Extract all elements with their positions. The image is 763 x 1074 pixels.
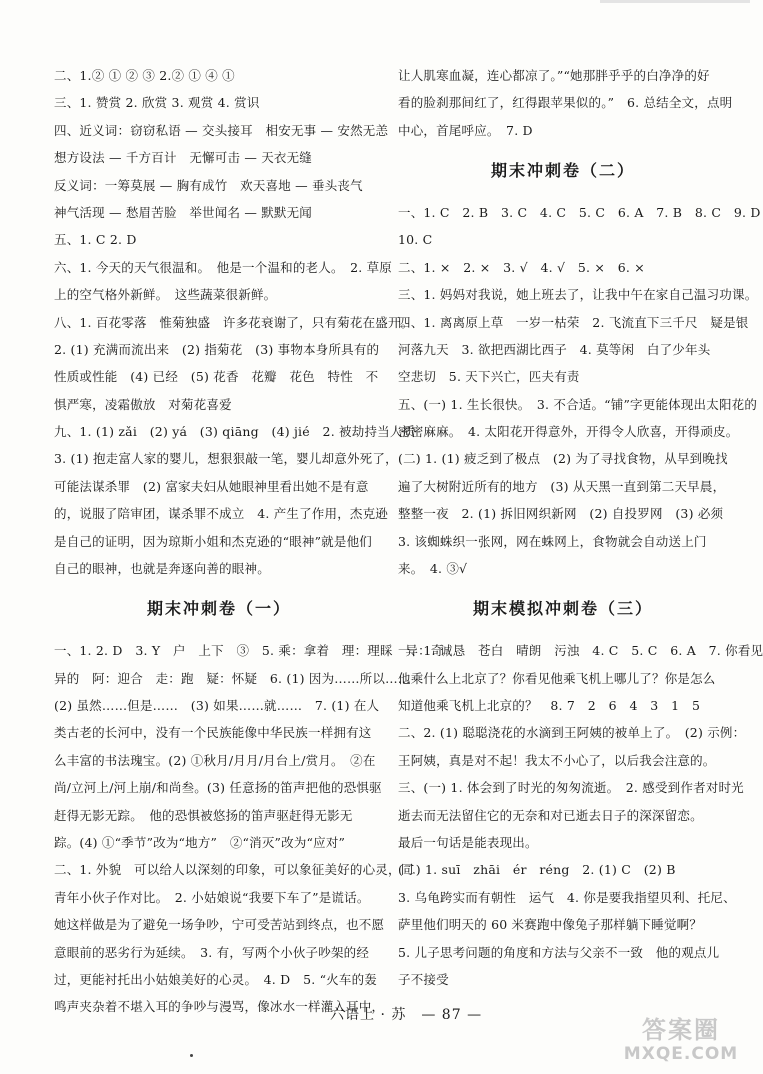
watermark-url: MXQE.COM xyxy=(623,1044,739,1064)
answer-line: 密密麻麻。 4. 太阳花开得意外，开得令人欣喜，开得顽皮。 xyxy=(398,424,739,440)
answer-line: (二) 1. (1) 疲乏到了极点 (2) 为了寻找食物，从早到晚找 xyxy=(398,451,728,467)
answer-line: 河落九天 3. 欲把西湖比西子 4. 莫等闲 白了少年头 xyxy=(398,341,711,357)
answer-line: 让人肌寒血凝，连心都凉了。”“她那胖乎乎的白净净的好 xyxy=(398,68,710,83)
answer-line: (2) 虽然……但是…… (3) 如果……就…… 7. (1) 在人 xyxy=(54,698,380,713)
answer-line: 踪。(4) ①“季节”改为“地方” ②“消灭”改为“应对” xyxy=(54,834,346,850)
answer-line: 一、1. 2. D 3. Y 户 上下 ③ 5. 乘：拿着 理：理睬 异：奇 xyxy=(54,643,444,659)
answer-line: 10. C xyxy=(398,232,433,248)
answer-line: 最后一句话是能表现出。 xyxy=(398,834,538,850)
answer-line: 二、1.② ① ② ③ 2.② ① ④ ① xyxy=(54,68,235,83)
answer-line: 自己的眼神，也就是奔逐向善的眼神。 xyxy=(54,561,270,577)
answer-line: 么丰富的书法瑰宝。(2) ①秋月/月月/月台上/赏月。 ②在 xyxy=(54,752,376,768)
answer-line: 2. (1) 充满而流出来 (2) 指菊花 (3) 事物本身所具有的 xyxy=(54,341,380,357)
answer-line: 鸣声夹杂着不堪入耳的争吵与漫骂，像冰水一样灌入耳中， xyxy=(54,999,385,1015)
answer-line: 八、1. 百花零落 惟菊独盛 许多花衰谢了，只有菊花在盛开。 xyxy=(54,314,414,330)
print-dot xyxy=(190,1054,193,1057)
answer-line: 类古老的长河中，没有一个民族能像中华民族一样拥有这 xyxy=(54,725,372,741)
scan-edge-line xyxy=(600,0,750,3)
answer-line: 一、1. 诚恳 苍白 晴朗 污浊 4. C 5. C 6. A 7. 你看见 xyxy=(398,643,763,659)
answer-line: 想方设法 — 千方百计 无懈可击 — 天衣无缝 xyxy=(54,150,312,166)
answer-line: 二、2. (1) 聪聪浇花的水滴到王阿姨的被单上了。 (2) 示例： xyxy=(398,725,746,741)
answer-line: 的，说服了陪审团，谋杀罪不成立 4. 产生了作用，杰克逊 xyxy=(54,506,389,522)
answer-line: 过，更能衬托出小姑娘美好的心灵。 4. D 5. “火车的轰 xyxy=(54,971,377,987)
answer-line: 五、1. C 2. D xyxy=(54,232,137,248)
answer-line: 惧严寒，凌霜傲放 对菊花喜爱 xyxy=(54,396,232,412)
answer-line: 是自己的证明，因为琼斯小姐和杰克逊的“眼神”就是他们 xyxy=(54,533,372,549)
answer-line: 知道他乘飞机上北京的？ 8. 7 2 6 4 3 1 5 xyxy=(398,698,701,714)
answer-line: 五、(一) 1. 生长很快。 3. 不合适。“铺”字更能体现出太阳花的 xyxy=(398,396,758,412)
answer-line: 上的空气格外新鲜。 这些蔬菜很新鲜。 xyxy=(54,287,277,303)
answer-line: 一、1. C 2. B 3. C 4. C 5. C 6. A 7. B 8. C 9. D xyxy=(398,204,761,220)
answer-line: (二) 1. suī zhāi ér réng 2. (1) C (2) B xyxy=(398,862,676,878)
answer-line: 3. 该蜘蛛织一张网，网在蛛网上，食物就会自动送上门 xyxy=(398,533,707,549)
answer-line: 中心，首尾呼应。 7. D xyxy=(398,122,533,138)
answer-line: 异的 阿：迎合 走：跑 疑：怀疑 6. (1) 因为……所以…… xyxy=(54,670,411,686)
section-heading-exam-3: 期末模拟冲刺卷（三） xyxy=(472,599,653,619)
answer-line: 尚/立河上/河上崩/和尚叁。(3) 任意扬的笛声把他的恐惧驱 xyxy=(54,780,382,796)
answer-line: 萨里他们明天的 60 米赛跑中像兔子那样躺下睡觉啊？ xyxy=(398,917,703,933)
answer-line: 三、1. 赞赏 2. 欣赏 3. 观赏 4. 赏识 xyxy=(54,95,260,111)
answer-line: 六、1. 今天的天气很温和。 他是一个温和的老人。 2. 草原 xyxy=(54,259,393,275)
answer-line: 看的脸刹那间红了，红得跟苹果似的。” 6. 总结全文，点明 xyxy=(398,95,733,111)
answer-line: 性质或性能 (4) 已经 (5) 花香 花瓣 花色 特性 不 xyxy=(54,369,379,385)
answer-line: 遍了大树附近所有的地方 (3) 从天黑一直到第二天早晨， xyxy=(398,478,726,494)
page-footer: 六语上 · 苏 — 87 — xyxy=(330,1007,483,1023)
section-heading-exam-1: 期末冲刺卷（一） xyxy=(146,599,291,619)
answer-line: 整整一夜 2. (1) 拆旧网织新网 (2) 自投罗网 (3) 必须 xyxy=(398,506,724,522)
answer-line: 他乘什么上北京了？你看见他乘飞机上哪儿了？你是怎么 xyxy=(398,670,716,686)
answer-line: 3. (1) 抱走富人家的婴儿，想狠狠敲一笔，婴儿却意外死了， xyxy=(54,451,398,467)
answer-line: 意眼前的恶劣行为延续。 3. 有，写两个小伙子吵架的经 xyxy=(54,944,370,960)
answer-line: 空悲切 5. 天下兴亡，匹夫有责 xyxy=(398,369,580,385)
answer-line: 四、近义词：窃窃私语 — 交头接耳 相安无事 — 安然无恙 xyxy=(54,122,389,138)
answer-line: 来。 4. ③√ xyxy=(398,561,468,577)
answer-line: 反义词：一筹莫展 — 胸有成竹 欢天喜地 — 垂头丧气 xyxy=(54,177,363,193)
answer-line: 三、(一) 1. 体会到了时光的匆匆流逝。 2. 感受到作者对时光 xyxy=(398,780,744,796)
answer-line: 神气活现 — 愁眉苦脸 举世闻名 — 默默无闻 xyxy=(54,204,312,220)
answer-line: 3. 乌龟跨实而有朝性 运气 4. 你是要我指望贝利、托尼、 xyxy=(398,889,736,905)
answer-line: 九、1. (1) zǎi (2) yá (3) qiāng (4) jié 2. 被劫持当人质 xyxy=(54,424,416,440)
answer-line: 子不接受 xyxy=(398,971,449,987)
site-watermark xyxy=(618,1016,744,1070)
watermark-logo-text: 答案圈 xyxy=(642,1016,720,1044)
answer-line: 可能法谋杀罪 (2) 富家夫妇从她眼神里看出她不是有意 xyxy=(54,478,369,494)
answer-line: 二、1. × 2. × 3. √ 4. √ 5. × 6. × xyxy=(398,259,645,275)
answer-line: 四、1. 离离原上草 一岁一枯荣 2. 飞流直下三千尺 疑是银 xyxy=(398,314,749,330)
answer-line: 赶得无影无踪。 他的恐惧被悠扬的笛声驱赶得无影无 xyxy=(54,807,353,823)
answer-line: 青年小伙子作对比。 2. 小姑娘说“我要下车了”是谎话。 xyxy=(54,889,370,905)
answer-line: 三、1. 妈妈对我说，她上班去了，让我中午在家自己温习功课。 xyxy=(398,287,758,303)
answer-line: 二、1. 外貌 可以给人以深刻的印象，可以象征美好的心灵，同 xyxy=(54,862,414,878)
answer-line: 5. 儿子思考问题的角度和方法与父亲不一致 他的观点儿 xyxy=(398,944,720,960)
section-heading-exam-2: 期末冲刺卷（二） xyxy=(490,161,635,181)
answer-line: 逝去而无法留住它的无奈和对已逝去日子的深深留恋。 xyxy=(398,807,703,823)
answer-line: 王阿姨，真是对不起！我太不小心了，以后我会注意的。 xyxy=(398,752,716,768)
answer-line: 她这样做是为了避免一场争吵，宁可受苦站到终点，也不愿 xyxy=(54,917,385,933)
right-column xyxy=(398,62,763,993)
